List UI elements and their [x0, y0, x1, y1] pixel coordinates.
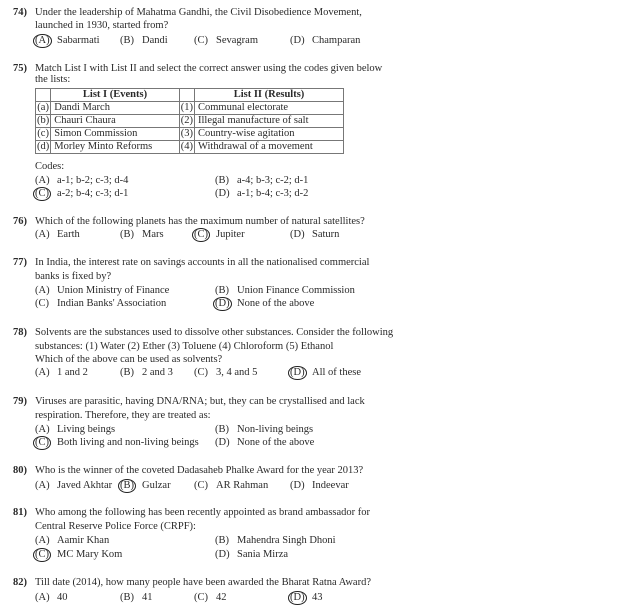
option-d[interactable]	[215, 297, 314, 311]
option-text: Indeevar	[312, 480, 349, 491]
event: Dandi March	[51, 102, 180, 115]
option-text: Champaran	[312, 35, 361, 46]
option-key	[120, 34, 142, 48]
option-text: Union Ministry of Finance	[57, 285, 170, 296]
circled-answer-key: (D)	[290, 367, 305, 378]
option-key	[35, 187, 57, 201]
option-letter: (C)	[194, 35, 208, 46]
option-key	[215, 284, 237, 298]
question-number: 78)	[13, 327, 27, 338]
option-text: Indian Banks' Association	[57, 298, 167, 309]
option-letter: (C)	[194, 367, 208, 378]
option-key	[290, 366, 312, 380]
question-text-line: Solvents are the substances used to dissolve other substances. Consider the following	[35, 327, 394, 338]
option-letter: (B)	[215, 175, 229, 186]
option-text: 41	[142, 592, 153, 603]
option-letter: (C)	[35, 298, 49, 309]
blank-header	[179, 89, 194, 102]
option-text: a-2; b-4; c-3; d-1	[57, 188, 129, 199]
option-text: Mars	[142, 229, 164, 240]
question-number: 74)	[13, 7, 27, 18]
question-text-line: Viruses are parasitic, having DNA/RNA; but, they can be crystallised and lack	[35, 396, 365, 407]
option-d[interactable]	[290, 591, 323, 605]
match-table	[35, 88, 344, 154]
result: Communal electorate	[195, 102, 344, 115]
result-number: (3)	[180, 128, 193, 139]
option-text: 1 and 2	[57, 367, 88, 378]
question-text-line: Till date (2014), how many people have been awarded the Bharat Ratna Award?	[35, 577, 371, 588]
option-text: All of these	[312, 367, 361, 378]
option-b[interactable]	[215, 174, 308, 188]
question-text-line: Which of the above can be used as solvents?	[35, 354, 223, 365]
option-c[interactable]	[194, 479, 268, 493]
option-letter: (D)	[290, 229, 305, 240]
option-text: Sevagram	[216, 35, 258, 46]
result-number: (4)	[180, 141, 193, 152]
question-number: 80)	[13, 465, 27, 476]
option-key	[215, 534, 237, 548]
list-1-header: List I (Events)	[51, 89, 180, 102]
option-a[interactable]	[35, 366, 88, 380]
circled-answer-key: (D)	[290, 592, 305, 603]
question-text-line: launched in 1930, started from?	[35, 20, 169, 31]
result: Country-wise agitation	[195, 128, 344, 141]
option-text: Javed Akhtar	[57, 480, 113, 491]
option-d[interactable]	[215, 436, 314, 450]
option-text: a-1; b-2; c-3; d-4	[57, 175, 129, 186]
option-key	[194, 591, 216, 605]
option-text: AR Rahman	[216, 480, 269, 491]
option-a[interactable]	[35, 534, 109, 548]
option-text: 2 and 3	[142, 367, 173, 378]
question-text-line: Under the leadership of Mahatma Gandhi, the Civil Disobedience Movement,	[35, 7, 362, 18]
option-a[interactable]	[35, 228, 80, 242]
event: Simon Commission	[51, 128, 180, 141]
table-row	[36, 128, 344, 141]
option-letter: (A)	[35, 175, 50, 186]
row-label: (b)	[37, 115, 50, 126]
option-b[interactable]	[120, 591, 153, 605]
option-b[interactable]	[120, 366, 173, 380]
option-text: Gulzar	[142, 480, 171, 491]
option-key	[290, 479, 312, 493]
option-a[interactable]	[35, 34, 100, 48]
option-letter: (A)	[35, 480, 50, 491]
option-letter: (B)	[215, 424, 229, 435]
option-key	[215, 423, 237, 437]
option-key	[120, 591, 142, 605]
option-text: None of the above	[237, 298, 315, 309]
question-text-line: banks is fixed by?	[35, 271, 112, 282]
option-text: Mahendra Singh Dhoni	[237, 535, 336, 546]
question-text-line: Who is the winner of the coveted Dadasaheb Phalke Award for the year 2013?	[35, 465, 364, 476]
result-number: (2)	[180, 115, 193, 126]
result: Withdrawal of a movement	[195, 141, 344, 154]
option-text: Sabarmati	[57, 35, 100, 46]
circled-answer-key: (C)	[35, 437, 49, 448]
option-c[interactable]	[35, 548, 122, 562]
option-text: Aamir Khan	[57, 535, 110, 546]
circled-answer-key: (B)	[120, 480, 134, 491]
option-text: Both living and non-living beings	[57, 437, 199, 448]
option-d[interactable]	[290, 228, 339, 242]
option-key	[120, 366, 142, 380]
question-number: 75)	[13, 63, 27, 74]
option-letter: (B)	[120, 229, 134, 240]
option-letter: (A)	[35, 367, 50, 378]
option-key	[215, 297, 237, 311]
question-text-line: respiration. Therefore, they are treated as:	[35, 410, 211, 421]
option-key	[120, 228, 142, 242]
option-a[interactable]	[35, 284, 169, 298]
question-number: 77)	[13, 257, 27, 268]
option-b[interactable]	[215, 534, 336, 548]
result: Illegal manufacture of salt	[195, 115, 344, 128]
list-2-header: List II (Results)	[195, 89, 344, 102]
option-a[interactable]	[35, 423, 115, 437]
option-b[interactable]	[215, 284, 355, 298]
option-c[interactable]	[194, 591, 227, 605]
option-letter: (D)	[290, 480, 305, 491]
option-key	[35, 591, 57, 605]
option-text: None of the above	[237, 437, 315, 448]
option-letter: (D)	[215, 188, 230, 199]
option-d[interactable]	[215, 187, 308, 201]
option-d[interactable]	[215, 548, 288, 562]
option-c[interactable]	[35, 297, 166, 311]
option-key	[35, 366, 57, 380]
table-row	[36, 141, 344, 154]
option-text: Dandi	[142, 35, 168, 46]
question-number: 79)	[13, 396, 27, 407]
option-letter: (A)	[35, 285, 50, 296]
option-b[interactable]	[120, 228, 164, 242]
circled-answer-key: (C)	[35, 188, 49, 199]
option-b[interactable]	[215, 423, 313, 437]
question-text-line: In India, the interest rate on savings accounts in all the nationalised commercial	[35, 257, 370, 268]
question-text-line: Match List I with List II and select the correct answer using the codes given below	[35, 63, 383, 74]
option-a[interactable]	[35, 591, 68, 605]
option-text: Sania Mirza	[237, 549, 289, 560]
circled-answer-key: (C)	[35, 549, 49, 560]
option-letter: (A)	[35, 424, 50, 435]
option-c[interactable]	[194, 34, 258, 48]
circled-answer-key: (C)	[194, 229, 208, 240]
event: Chauri Chaura	[51, 115, 180, 128]
option-a[interactable]	[35, 174, 128, 188]
option-d[interactable]	[290, 479, 349, 493]
codes-label: Codes:	[35, 161, 65, 172]
option-letter: (D)	[215, 549, 230, 560]
table-row	[36, 102, 344, 115]
option-a[interactable]	[35, 479, 112, 493]
option-text: 40	[57, 592, 68, 603]
row-label: (a)	[37, 102, 49, 113]
option-key	[35, 534, 57, 548]
question-text-line: the lists:	[35, 74, 71, 85]
option-c[interactable]	[35, 436, 199, 450]
option-key	[290, 228, 312, 242]
option-key	[35, 548, 57, 562]
option-text: 43	[312, 592, 323, 603]
option-text: Earth	[57, 229, 80, 240]
option-key	[35, 297, 57, 311]
option-text: Saturn	[312, 229, 340, 240]
option-d[interactable]	[290, 366, 361, 380]
option-c[interactable]	[194, 228, 245, 242]
option-text: 3, 4 and 5	[216, 367, 258, 378]
row-label: (d)	[37, 141, 50, 152]
option-text: a-1; b-4; c-3; d-2	[237, 188, 309, 199]
option-text: a-4; b-3; c-2; d-1	[237, 175, 309, 186]
option-text: Living beings	[57, 424, 116, 435]
circled-answer-key: (A)	[35, 35, 50, 46]
option-text: Jupiter	[216, 229, 245, 240]
question-text-line: substances: (1) Water (2) Ether (3) Toluene (4) Chloroform (5) Ethanol	[35, 341, 334, 352]
option-text: Non-living beings	[237, 424, 314, 435]
option-key	[35, 228, 57, 242]
question-text-line: Who among the following has been recently appointed as brand ambassador for	[35, 507, 371, 518]
question-number: 81)	[13, 507, 27, 518]
option-letter: (D)	[290, 35, 305, 46]
option-letter: (B)	[215, 285, 229, 296]
option-letter: (B)	[120, 592, 134, 603]
option-key	[194, 479, 216, 493]
option-key	[35, 423, 57, 437]
option-key	[120, 479, 142, 493]
option-key	[215, 187, 237, 201]
option-key	[215, 436, 237, 450]
option-letter: (A)	[35, 229, 50, 240]
blank-header	[36, 89, 51, 102]
option-key	[215, 548, 237, 562]
option-key	[35, 436, 57, 450]
question-number: 76)	[13, 216, 27, 227]
table-row	[36, 115, 344, 128]
row-label: (c)	[37, 128, 49, 139]
option-letter: (C)	[194, 480, 208, 491]
option-letter: (B)	[120, 367, 134, 378]
option-c[interactable]	[194, 366, 257, 380]
option-key	[215, 174, 237, 188]
circled-answer-key: (D)	[215, 298, 230, 309]
option-c[interactable]	[35, 187, 128, 201]
option-letter: (A)	[35, 592, 50, 603]
option-text: 42	[216, 592, 227, 603]
option-b[interactable]	[120, 479, 171, 493]
option-key	[35, 479, 57, 493]
option-b[interactable]	[120, 34, 168, 48]
option-key	[35, 34, 57, 48]
option-letter: (B)	[215, 535, 229, 546]
option-key	[290, 591, 312, 605]
option-letter: (B)	[120, 35, 134, 46]
question-text-line: Which of the following planets has the maximum number of natural satellites?	[35, 216, 365, 227]
question-number: 82)	[13, 577, 27, 588]
option-key	[194, 228, 216, 242]
option-letter: (C)	[194, 592, 208, 603]
event: Morley Minto Reforms	[51, 141, 180, 154]
option-key	[35, 174, 57, 188]
option-key	[194, 366, 216, 380]
option-letter: (D)	[215, 437, 230, 448]
option-key	[35, 284, 57, 298]
option-d[interactable]	[290, 34, 360, 48]
option-key	[290, 34, 312, 48]
option-key	[194, 34, 216, 48]
option-letter: (A)	[35, 535, 50, 546]
result-number: (1)	[180, 102, 193, 113]
question-text-line: Central Reserve Police Force (CRPF):	[35, 521, 196, 532]
option-text: MC Mary Kom	[57, 549, 123, 560]
option-text: Union Finance Commission	[237, 285, 355, 296]
